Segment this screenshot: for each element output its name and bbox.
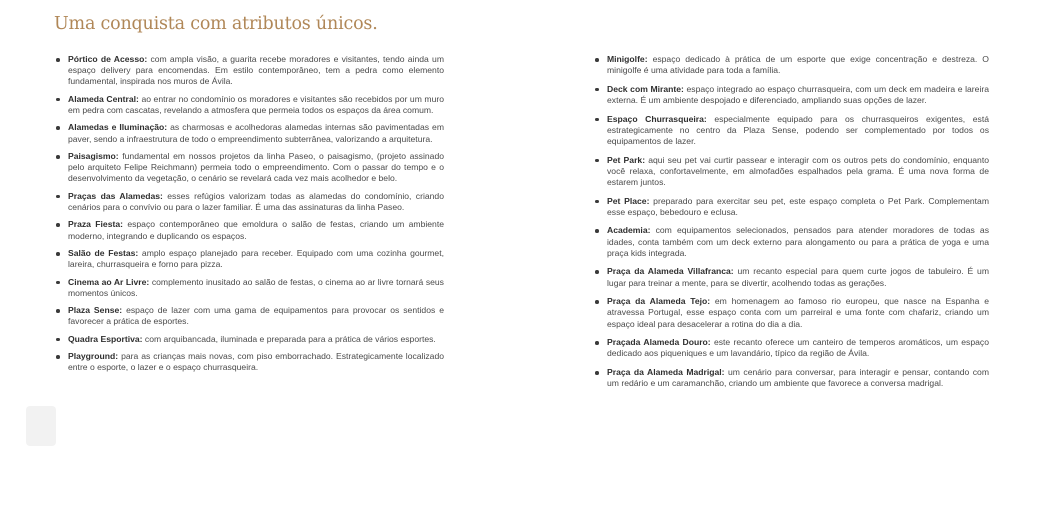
item-description: ao entrar no condomínio os moradores e visitantes são recebidos por um muro em pedra com cascatas, revelando a atmosfera que permeia todos os espaços da área comum. xyxy=(68,93,444,115)
list-item xyxy=(595,337,989,359)
item-description: fundamental em nossos projetos da linha Paseo, o paisagismo, (projeto assinado pelo arquiteto Felipe Reichmann) permeia todo o empreendimento. Com o passar do tempo e o desenvolvimento da vegetação, o cenário se revelará cada vez mais acolhedor e belo. xyxy=(68,150,444,184)
list-item xyxy=(56,151,444,185)
item-term: Minigolfe: xyxy=(607,54,648,64)
item-description: especialmente equipado para os churrasqueiros exigentes, está estrategicamente no centro da Plaza Sense, podendo ser complementado por todos os equipamentos de lazer. xyxy=(607,113,989,146)
list-item xyxy=(56,277,444,299)
item-description: um recanto especial para quem curte jogos de tabuleiro. É um lugar para treinar a mente, para se divertir, acolhendo todas as gerações. xyxy=(607,266,989,288)
list-item xyxy=(56,334,444,345)
attributes-list-right xyxy=(595,54,989,397)
bullet-icon xyxy=(595,159,599,163)
item-term: Praçada Alameda Douro: xyxy=(607,337,711,348)
list-item xyxy=(56,191,444,213)
item-description: aqui seu pet vai curtir passear e interagir com os outros pets do condomínio, enquanto você relaxa, confortavelmente, em almofadões espalhados pela grama. É uma nova forma de estarem juntos. xyxy=(607,154,989,187)
item-term: Quadra Esportiva: xyxy=(68,333,143,344)
item-description: complemento inusitado ao salão de festas, o cinema ao ar livre tornará seus momentos únicos. xyxy=(68,276,444,298)
bullet-icon xyxy=(595,341,599,345)
bullet-icon xyxy=(595,88,599,92)
item-description: amplo espaço planejado para receber. Equipado com uma cozinha gourmet, lareira, churrasqueira e forno para pizza. xyxy=(68,247,444,270)
bullet-icon xyxy=(595,58,599,62)
list-item xyxy=(595,196,989,218)
item-term: Deck com Mirante: xyxy=(607,83,684,94)
item-term: Pet Park: xyxy=(607,154,646,165)
bullet-icon xyxy=(56,338,60,342)
list-item xyxy=(56,54,444,88)
item-description: as charmosas e acolhedoras alamedas internas são pavimentadas em paver, sendo a infraestrutura de todo o empreendimento subterrânea, valorizando a arquitetura. xyxy=(68,122,444,144)
bullet-icon xyxy=(595,300,599,304)
page-title: Uma conquista com atributos únicos. xyxy=(54,14,378,34)
item-term: Praça da Alameda Tejo: xyxy=(607,296,711,307)
item-term: Playground: xyxy=(68,351,119,362)
list-item xyxy=(56,122,444,144)
item-description: espaço contemporâneo que emoldura o salão de festas, criando um ambiente moderno, integrando e duplicando os espaços. xyxy=(68,219,444,241)
item-term: Pórtico de Acesso: xyxy=(68,54,148,64)
list-item xyxy=(595,114,989,148)
item-description: um cenário para conversar, para interagir e pensar, contando com um redário e um caramanchão, criando um ambiente que favorece a conversa madrigal. xyxy=(607,366,989,389)
item-term: Pet Place: xyxy=(607,195,650,206)
list-item xyxy=(595,84,989,106)
list-item xyxy=(595,367,989,389)
item-term: Alamedas e Iluminação: xyxy=(68,122,168,133)
bullet-icon xyxy=(56,58,60,62)
item-description: preparado para exercitar seu pet, este espaço completa o Pet Park. Complementam esse espaço, bebedouro e eclusa. xyxy=(607,195,989,217)
list-item xyxy=(595,266,989,288)
list-item xyxy=(56,351,444,373)
item-term: Praza Fiesta: xyxy=(68,219,123,230)
item-term: Espaço Churrasqueira: xyxy=(607,113,707,124)
item-term: Praça da Alameda Villafranca: xyxy=(607,266,734,277)
list-item xyxy=(595,225,989,259)
list-item xyxy=(56,219,444,241)
list-item xyxy=(595,296,989,330)
item-description: com ampla visão, a guarita recebe moradores e visitantes, tendo ainda um espaço delivery para encomendas. Em estilo contemporâneo, tem a pedra como elemento fundamental, inspirada nos muros de Ávila. xyxy=(68,54,444,87)
list-item xyxy=(56,248,444,270)
list-item xyxy=(595,155,989,189)
bullet-icon xyxy=(56,98,60,102)
background-shape xyxy=(26,406,56,446)
item-description: espaço integrado ao espaço churrasqueira, com um deck em madeira e lareira externa. É um ambiente despojado e diferenciado, ampliando suas opções de lazer. xyxy=(607,83,990,105)
item-description: para as crianças mais novas, com piso emborrachado. Estrategicamente localizado entre o esporte, o lazer e o espaço churrasqueira. xyxy=(68,351,445,373)
attributes-list-left xyxy=(56,54,444,380)
item-term: Cinema ao Ar Livre: xyxy=(68,276,150,287)
item-description: este recanto oferece um canteiro de temperos aromáticos, um espaço dedicado aos piqueniques e um lavandário, típico da região de Ávila. xyxy=(607,337,989,359)
bullet-icon xyxy=(595,229,599,233)
bullet-icon xyxy=(595,371,599,375)
item-description: espaço dedicado à prática de um esporte que exige concentração e destreza. O minigolfe é uma atividade para toda a família. xyxy=(607,54,989,76)
bullet-icon xyxy=(56,126,60,130)
item-term: Salão de Festas: xyxy=(68,247,139,258)
list-item xyxy=(595,54,989,76)
list-item xyxy=(56,94,444,116)
bullet-icon xyxy=(56,223,60,227)
item-description: esses refúgios valorizam todas as alamedas do condomínio, criando cenários para o convívio ou para o lazer familiar. É uma das assinaturas da linha Paseo. xyxy=(68,190,444,212)
bullet-icon xyxy=(56,281,60,285)
item-term: Praças das Alamedas: xyxy=(68,190,163,201)
item-description: em homenagem ao famoso rio europeu, que nasce na Espanha e atravessa Portugal, esse espaço conta com um parreiral e uma fonte com chafariz, criando um espaço ideal para desacelerar a rotina do dia a dia. xyxy=(607,296,990,329)
bullet-icon xyxy=(595,200,599,204)
item-description: com arquibancada, iluminada e preparada para a prática de vários esportes. xyxy=(144,333,436,344)
item-term: Plaza Sense: xyxy=(68,305,123,316)
item-term: Praça da Alameda Madrigal: xyxy=(607,366,725,377)
item-term: Alameda Central: xyxy=(68,93,139,104)
bullet-icon xyxy=(595,118,599,122)
list-item xyxy=(56,305,444,327)
item-term: Paisagismo: xyxy=(68,150,119,161)
bullet-icon xyxy=(56,309,60,313)
bullet-icon xyxy=(56,195,60,199)
item-description: espaço de lazer com uma gama de equipamentos para provocar os sentidos e favorecer a prática de esportes. xyxy=(68,305,445,327)
bullet-icon xyxy=(56,252,60,256)
bullet-icon xyxy=(56,355,60,359)
bullet-icon xyxy=(56,155,60,159)
bullet-icon xyxy=(595,270,599,274)
item-description: com equipamentos selecionados, pensados para atender moradores de todas as idades, conta também com um deck externo para alongamento ou para a prática de yoga e uma praça kids integrada. xyxy=(607,225,989,258)
item-term: Academia: xyxy=(607,225,651,236)
